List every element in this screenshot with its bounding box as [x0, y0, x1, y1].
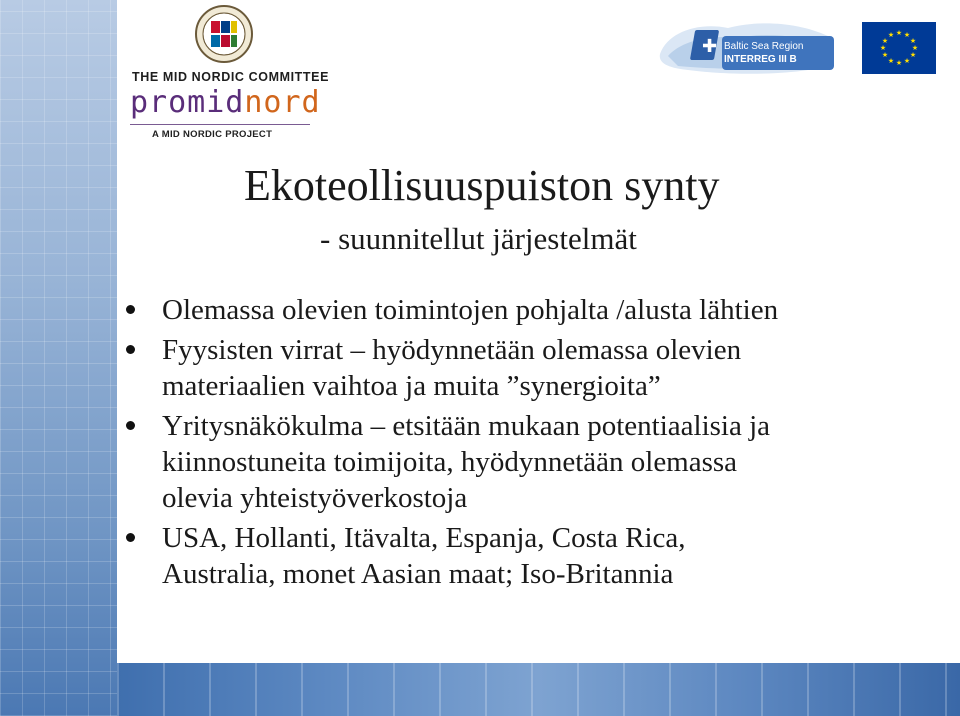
bullet-dot-icon: [126, 305, 135, 314]
bullet-text-line: olevia yhteistyöverkostoja: [162, 482, 468, 514]
left-decorative-strip: [0, 0, 117, 716]
bullet-text-line: kiinnostuneita toimijoita, hyödynnetään olemassa: [162, 446, 738, 478]
project-logo-part2: nord: [244, 85, 321, 120]
svg-text:★: ★: [887, 57, 895, 65]
svg-text:★: ★: [895, 59, 903, 67]
logo-underline: [130, 124, 310, 125]
bullet-text-line: Fyysisten virrat – hyödynnetään olemassa olevien: [162, 334, 742, 366]
promidnord-logo: [130, 85, 321, 120]
bullet-dot-icon: [126, 345, 135, 354]
svg-text:★: ★: [911, 44, 919, 52]
project-logo-part1: promid: [130, 85, 245, 120]
organization-name: THE MID NORDIC COMMITTEE: [132, 70, 330, 84]
bottom-decorative-strip: [117, 663, 960, 716]
slide-title: Ekoteollisuuspuiston synty: [244, 161, 720, 210]
bullet-item: [126, 408, 956, 516]
bullet-item: [126, 520, 956, 592]
eu-flag-icon: [862, 22, 936, 74]
bullet-text-line: Olemassa olevien toimintojen pohjalta /alusta lähtien: [162, 294, 779, 326]
project-tagline: A MID NORDIC PROJECT: [152, 129, 273, 140]
svg-text:★: ★: [903, 57, 911, 65]
bullet-text-line: materiaalien vaihtoa ja muita ”synergioita”: [162, 370, 661, 402]
svg-text:✚: ✚: [702, 36, 718, 56]
svg-text:★: ★: [909, 37, 917, 45]
bullet-item: [126, 332, 956, 404]
bullet-list: [126, 292, 956, 596]
program-name-label: INTERREG III B: [724, 54, 797, 65]
svg-text:★: ★: [887, 31, 895, 39]
bullet-dot-icon: [126, 421, 135, 430]
program-region-label: Baltic Sea Region: [724, 41, 804, 52]
svg-text:★: ★: [903, 31, 911, 39]
baltic-sea-region-logo: [658, 14, 838, 78]
bullet-item: [126, 292, 956, 328]
seal-emblem-icon: [194, 4, 254, 64]
bullet-dot-icon: [126, 533, 135, 542]
bullet-text-line: Australia, monet Aasian maat; Iso-Britannia: [162, 558, 674, 590]
slide-subtitle: - suunnitellut järjestelmät: [320, 221, 637, 256]
svg-text:★: ★: [895, 29, 903, 37]
svg-text:★: ★: [909, 51, 917, 59]
svg-text:★: ★: [881, 37, 889, 45]
bullet-text-line: Yritysnäkökulma – etsitään mukaan potentiaalisia ja: [162, 410, 771, 442]
svg-text:★: ★: [879, 44, 887, 52]
svg-text:★: ★: [881, 51, 889, 59]
bullet-text-line: USA, Hollanti, Itävalta, Espanja, Costa Rica,: [162, 522, 686, 554]
